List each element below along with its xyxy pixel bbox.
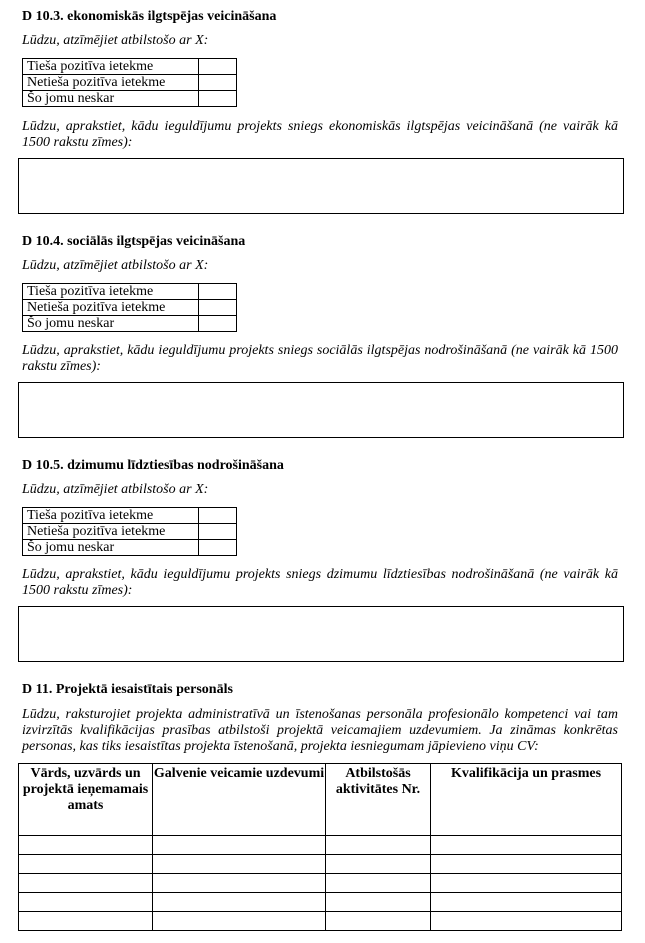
mark-cell[interactable] (199, 75, 237, 91)
mark-cell[interactable] (199, 540, 237, 556)
option-indirect-impact-10-4: Netieša pozitīva ietekme (23, 300, 199, 316)
option-indirect-impact-10-3: Netieša pozitīva ietekme (23, 75, 199, 91)
table-row (19, 912, 622, 931)
table-cell[interactable] (19, 893, 153, 912)
table-cell[interactable] (326, 912, 431, 931)
question-10-5: Lūdzu, aprakstiet, kādu ieguldījumu projekts sniegs dzimumu līdztiesības nodrošināšanā (ne vairāk kā 1500 rakstu zīmes): (22, 567, 618, 598)
options-table-10-3 (22, 58, 237, 107)
table-cell[interactable] (431, 893, 622, 912)
table-cell[interactable] (19, 855, 153, 874)
table-cell[interactable] (19, 912, 153, 931)
header-qualification: Kvalifikācija un prasmes (431, 764, 622, 836)
table-row (19, 855, 622, 874)
option-not-affected-10-4: Šo jomu neskar (23, 316, 199, 332)
table-cell[interactable] (326, 836, 431, 855)
options-table-10-5 (22, 507, 237, 556)
table-row (19, 836, 622, 855)
description-box-10-3[interactable] (18, 158, 624, 214)
question-10-3: Lūdzu, aprakstiet, kādu ieguldījumu projekts sniegs ekonomiskās ilgtspējas veicināšanā (ne vairāk kā 1500 rakstu zīmes): (22, 119, 618, 150)
description-box-10-4[interactable] (18, 382, 624, 438)
option-not-affected-10-5: Šo jomu neskar (23, 540, 199, 556)
table-cell[interactable] (326, 874, 431, 893)
mark-cell[interactable] (199, 59, 237, 75)
mark-cell[interactable] (199, 508, 237, 524)
table-cell[interactable] (153, 855, 326, 874)
section-title-10-3: D 10.3. ekonomiskās ilgtspējas veicināšana (22, 9, 277, 24)
table-row (19, 893, 622, 912)
option-direct-impact-10-4: Tieša pozitīva ietekme (23, 284, 199, 300)
mark-cell[interactable] (199, 316, 237, 332)
table-cell[interactable] (19, 874, 153, 893)
option-not-affected-10-3: Šo jomu neskar (23, 91, 199, 107)
section-title-10-5: D 10.5. dzimumu līdztiesības nodrošināšana (22, 458, 284, 473)
staff-table (18, 763, 622, 931)
table-cell[interactable] (153, 874, 326, 893)
table-cell[interactable] (431, 855, 622, 874)
section-title-11: D 11. Projektā iesaistītais personāls (22, 682, 233, 697)
instruction-10-5: Lūdzu, atzīmējiet atbilstošo ar X: (22, 482, 209, 497)
table-cell[interactable] (19, 836, 153, 855)
question-10-4: Lūdzu, aprakstiet, kādu ieguldījumu projekts sniegs sociālās ilgtspējas nodrošināšanā (ne vairāk kā 1500 rakstu zīmes): (22, 343, 618, 374)
staff-instruction: Lūdzu, raksturojiet projekta administratīvā un īstenošanas personāla profesionālo kompetenci vai tam izvirzītās kvalifikācijas prasības atbilstoši projektā veicamajiem uzdevumiem. Ja zināmas konkrētas personas, kas tiks iesaistītas projekta īstenošanā, projekta iesniegumam jāpievieno viņu CV: (22, 707, 618, 754)
table-cell[interactable] (153, 893, 326, 912)
table-cell[interactable] (326, 893, 431, 912)
option-direct-impact-10-5: Tieša pozitīva ietekme (23, 508, 199, 524)
table-row (19, 874, 622, 893)
header-main-tasks: Galvenie veicamie uzdevumi (153, 764, 326, 836)
option-direct-impact-10-3: Tieša pozitīva ietekme (23, 59, 199, 75)
header-activity-no: Atbilstošās aktivitātes Nr. (326, 764, 431, 836)
table-cell[interactable] (431, 912, 622, 931)
description-box-10-5[interactable] (18, 606, 624, 662)
options-table-10-4 (22, 283, 237, 332)
mark-cell[interactable] (199, 524, 237, 540)
table-cell[interactable] (153, 836, 326, 855)
table-cell[interactable] (326, 855, 431, 874)
instruction-10-4: Lūdzu, atzīmējiet atbilstošo ar X: (22, 258, 209, 273)
mark-cell[interactable] (199, 300, 237, 316)
table-cell[interactable] (153, 912, 326, 931)
mark-cell[interactable] (199, 91, 237, 107)
table-cell[interactable] (431, 836, 622, 855)
table-cell[interactable] (431, 874, 622, 893)
instruction-10-3: Lūdzu, atzīmējiet atbilstošo ar X: (22, 33, 209, 48)
option-indirect-impact-10-5: Netieša pozitīva ietekme (23, 524, 199, 540)
header-name-position: Vārds, uzvārds un projektā ieņemamais amats (19, 764, 153, 836)
mark-cell[interactable] (199, 284, 237, 300)
section-title-10-4: D 10.4. sociālās ilgtspējas veicināšana (22, 234, 246, 249)
